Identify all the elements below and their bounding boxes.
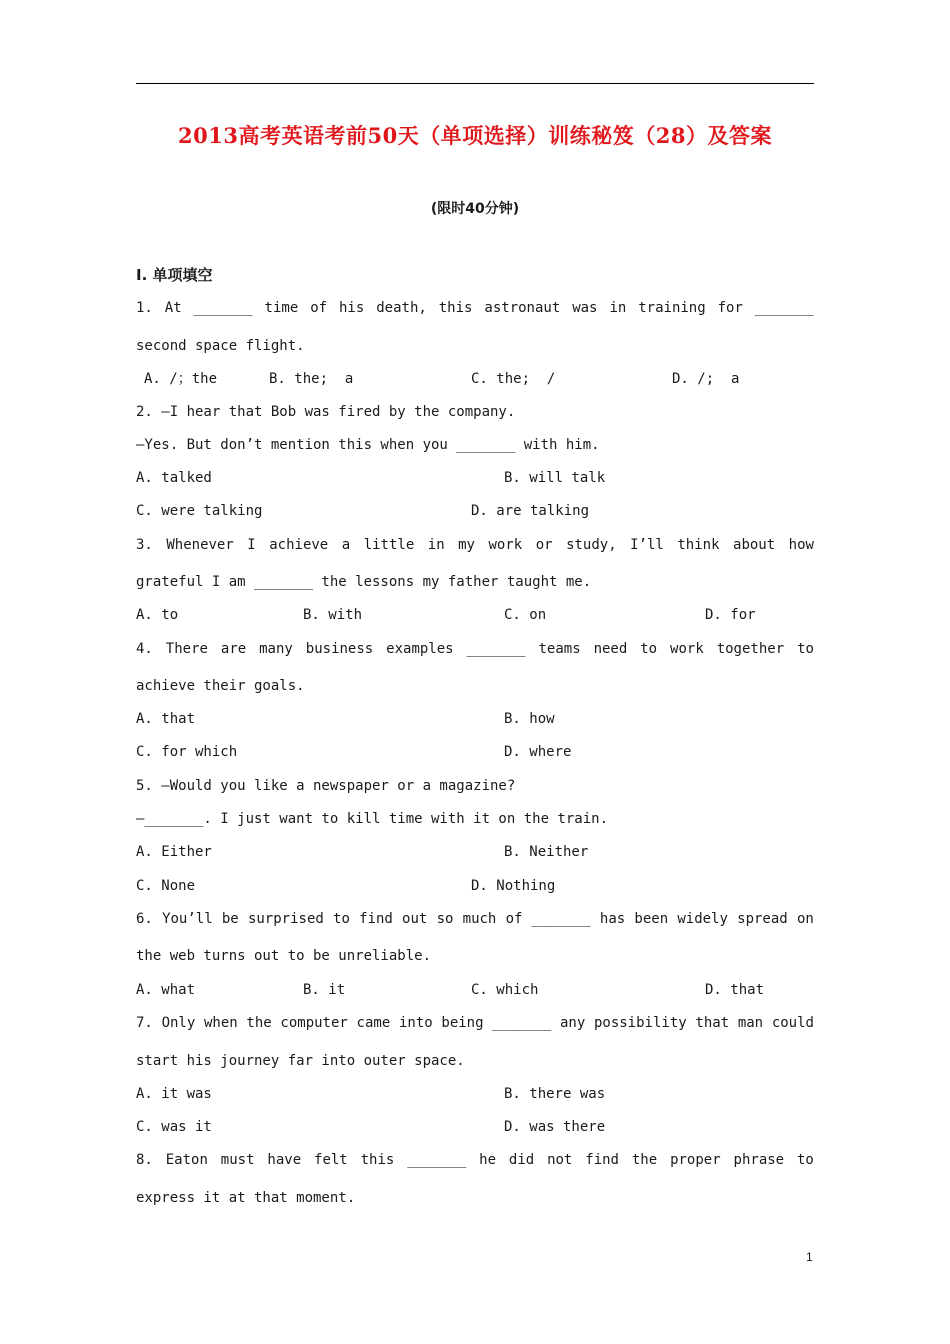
word: Whenever — [166, 537, 234, 553]
q7-option-c: C. was it — [136, 1119, 212, 1135]
word: how — [788, 537, 814, 553]
q6-option-c: C. which — [471, 982, 539, 998]
word: little — [363, 537, 415, 553]
word: _______ — [531, 911, 591, 927]
q4-option-c: C. for which — [136, 744, 238, 760]
word: 7. — [136, 1015, 153, 1031]
question-5-line-2: —_______. I just want to kill time with it on the train. — [136, 811, 609, 827]
word: training — [638, 300, 706, 316]
word: teams — [538, 641, 581, 657]
question-1-line-2: second space flight. — [136, 338, 305, 354]
word: this — [438, 300, 473, 316]
word: of — [505, 911, 523, 927]
q6-option-a: A. what — [136, 982, 196, 998]
word: felt — [314, 1152, 348, 1168]
q2-option-b: B. will talk — [504, 470, 606, 486]
word: You’ll — [162, 911, 213, 927]
question-3-line-2: grateful I am _______ the lessons my father taught me. — [136, 574, 592, 590]
word: any — [559, 1015, 586, 1031]
word: of — [310, 300, 328, 316]
question-4-line-1 — [136, 639, 814, 659]
word: 6. — [136, 911, 153, 927]
q3-option-a: A. to — [136, 607, 179, 623]
question-7-line-1 — [136, 1013, 814, 1033]
q5-option-a: A. Either — [136, 844, 212, 860]
word: into — [398, 1015, 433, 1031]
word: _______ — [754, 300, 814, 316]
word: came — [356, 1015, 391, 1031]
word: think — [677, 537, 720, 553]
word: when — [203, 1015, 238, 1031]
q7-option-a: A. it was — [136, 1086, 212, 1102]
header-rule — [136, 83, 814, 84]
word: did — [508, 1152, 535, 1168]
word: could — [771, 1015, 814, 1031]
word: be — [221, 911, 239, 927]
word: _______ — [466, 641, 526, 657]
word: study, — [566, 537, 617, 553]
q3-option-c: C. on — [504, 607, 547, 623]
q4-option-a: A. that — [136, 711, 196, 727]
question-8-line-1 — [136, 1150, 814, 1170]
word: spread — [737, 911, 788, 927]
question-1-line-1 — [136, 298, 814, 318]
word: Eaton — [165, 1152, 208, 1168]
q7-option-b: B. there was — [504, 1086, 606, 1102]
word: the — [631, 1152, 658, 1168]
word: many — [259, 641, 293, 657]
word: my — [458, 537, 475, 553]
question-7-line-2: start his journey far into outer space. — [136, 1053, 465, 1069]
question-6-line-1 — [136, 909, 814, 929]
word: he — [479, 1152, 496, 1168]
q6-option-b: B. it — [303, 982, 346, 998]
question-8-line-2: express it at that moment. — [136, 1190, 356, 1206]
word: in — [609, 300, 627, 316]
word: his — [339, 300, 365, 316]
word: possibility — [593, 1015, 687, 1031]
word: business — [305, 641, 374, 657]
word: _______ — [193, 300, 253, 316]
q7-option-d: D. was there — [504, 1119, 606, 1135]
word: so — [436, 911, 454, 927]
q1-option-b: B. the; a — [269, 371, 354, 387]
q6-option-d: D. that — [705, 982, 765, 998]
word: widely — [677, 911, 728, 927]
word: work — [488, 537, 523, 553]
word: that — [695, 1015, 730, 1031]
word: achieve — [269, 537, 329, 553]
q2-option-a: A. talked — [136, 470, 212, 486]
word: find — [585, 1152, 619, 1168]
word: in — [427, 537, 445, 553]
document-title: 2013高考英语考前50天（单项选择）训练秘笈（28）及答案 — [178, 123, 772, 148]
word: been — [634, 911, 669, 927]
word: need — [593, 641, 628, 657]
word: examples — [386, 641, 454, 657]
q5-option-c: C. None — [136, 878, 196, 894]
word: to — [797, 1152, 814, 1168]
word: At — [164, 300, 182, 316]
question-4-line-2: achieve their goals. — [136, 678, 305, 694]
word: time — [264, 300, 299, 316]
word: a — [341, 537, 351, 553]
word: about — [733, 537, 776, 553]
word: 1. — [136, 300, 153, 316]
word: together — [716, 641, 785, 657]
word: have — [267, 1152, 302, 1168]
word: to — [333, 911, 350, 927]
word: this — [360, 1152, 395, 1168]
section-heading: Ⅰ. 单项填空 — [136, 266, 213, 284]
word: 3. — [136, 537, 153, 553]
word: not — [547, 1152, 573, 1168]
word: 8. — [136, 1152, 153, 1168]
q1-option-c: C. the; / — [471, 371, 556, 387]
question-2-line-2: —Yes. But don’t mention this when you _______ with him. — [136, 437, 600, 453]
word: man — [737, 1015, 764, 1031]
word: _______ — [407, 1152, 467, 1168]
word: or — [535, 537, 553, 553]
word: astronaut — [484, 300, 561, 316]
word: proper — [670, 1152, 721, 1168]
word: computer — [280, 1015, 348, 1031]
question-3-line-1 — [136, 535, 814, 555]
word: work — [670, 641, 704, 657]
word: phrase — [733, 1152, 785, 1168]
word: There — [165, 641, 208, 657]
q3-option-d: D. for — [705, 607, 756, 623]
word: being — [441, 1015, 484, 1031]
word: out — [402, 911, 428, 927]
q1-option-a: A. /；the — [144, 371, 218, 387]
question-5-line-1: 5. —Would you like a newspaper or a magazine? — [136, 778, 516, 794]
word: to — [640, 641, 658, 657]
q5-option-b: B. Neither — [504, 844, 589, 860]
q3-option-b: B. with — [303, 607, 363, 623]
word: Only — [161, 1015, 196, 1031]
q4-option-b: B. how — [504, 711, 555, 727]
word: I — [247, 537, 256, 553]
time-limit-note: (限时40分钟) — [430, 201, 520, 217]
page-number: 1 — [806, 1250, 813, 1264]
question-6-line-2: the web turns out to be unreliable. — [136, 948, 432, 964]
word: find — [359, 911, 393, 927]
word: death, — [376, 300, 427, 316]
word: 4. — [136, 641, 153, 657]
word: _______ — [492, 1015, 552, 1031]
q5-option-d: D. Nothing — [471, 878, 556, 894]
q2-option-c: C. were talking — [136, 503, 263, 519]
word: are — [220, 641, 247, 657]
q1-option-d: D. /; a — [672, 371, 740, 387]
word: has — [599, 911, 626, 927]
q4-option-d: D. where — [504, 744, 572, 760]
word: I’ll — [630, 537, 664, 553]
word: to — [797, 641, 814, 657]
word: was — [572, 300, 598, 316]
word: surprised — [247, 911, 324, 927]
word: the — [246, 1015, 272, 1031]
question-2-line-1: 2. —I hear that Bob was fired by the company. — [136, 404, 516, 420]
q2-option-d: D. are talking — [471, 503, 590, 519]
word: for — [717, 300, 743, 316]
word: must — [220, 1152, 255, 1168]
word: much — [462, 911, 497, 927]
word: on — [796, 911, 814, 927]
